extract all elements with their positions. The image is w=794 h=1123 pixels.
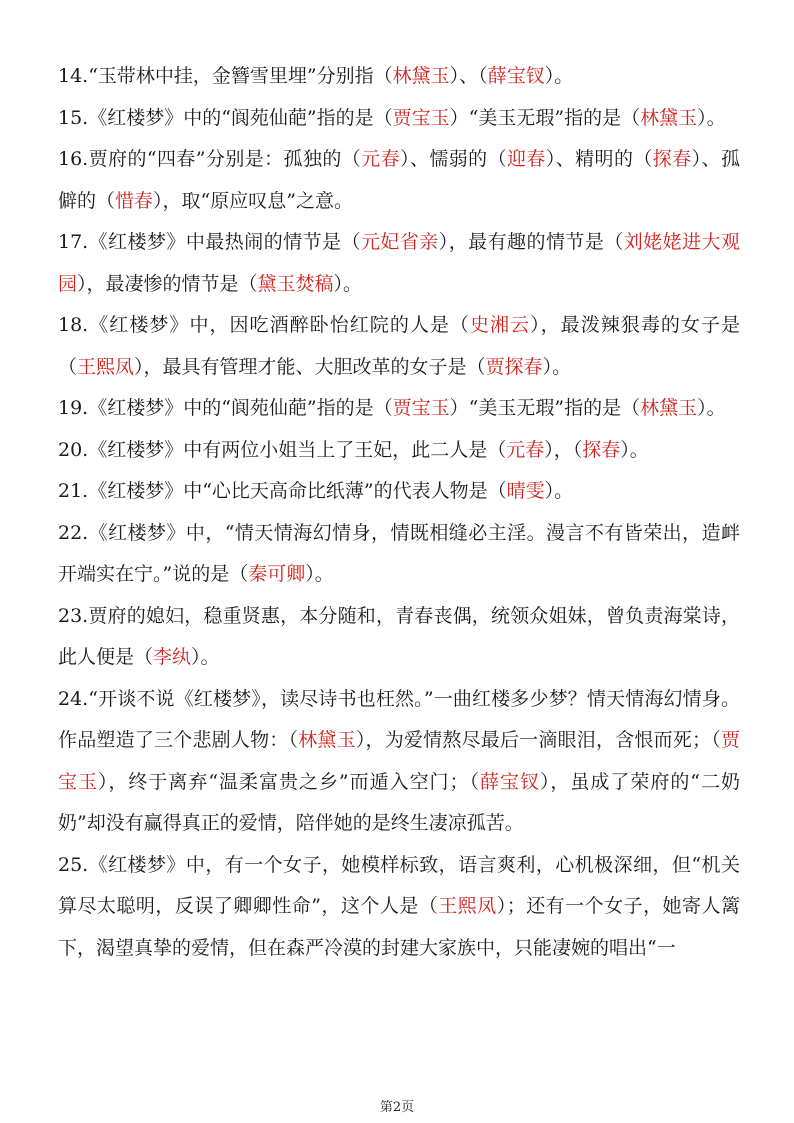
question-text: ）。 bbox=[620, 438, 649, 461]
answer-text: 薛宝钗 bbox=[487, 65, 545, 87]
question-item bbox=[58, 679, 740, 845]
question-text: 16.贾府的“四春”分别是：孤独的（ bbox=[58, 148, 362, 170]
answer-text: 元春 bbox=[506, 438, 545, 461]
answer-text: 林黛玉 bbox=[640, 106, 698, 129]
answer-text: 探春 bbox=[582, 438, 621, 461]
answer-text: 贾宝玉 bbox=[392, 106, 450, 129]
question-text: ），最凄惨的情节是（ bbox=[77, 272, 258, 295]
question-text: ）。 bbox=[542, 355, 572, 378]
answer-text: 黛玉焚稿 bbox=[257, 272, 334, 295]
question-text: ），取“原应叹息”之意。 bbox=[153, 189, 353, 212]
question-text: ），最具有管理才能、大胆改革的女子是（ bbox=[134, 355, 486, 378]
answer-text: 王熙凤 bbox=[77, 355, 135, 378]
answer-text: 史湘云 bbox=[469, 314, 531, 336]
question-text: ）；还有一个女子，她寄人篱下，渴望真挚的爱情，但在森严冷漠的封建大家族中，只能凄婉的唱出“一 bbox=[58, 895, 740, 959]
question-item bbox=[58, 430, 740, 472]
page-number: 第2页 bbox=[379, 1100, 415, 1115]
question-item bbox=[58, 98, 740, 140]
answer-text: 探春 bbox=[652, 148, 692, 170]
question-text: 19.《红楼梦》中的“阆苑仙葩”指的是（ bbox=[58, 397, 393, 419]
question-text: ）、精明的（ bbox=[545, 148, 653, 170]
answer-text: 林黛玉 bbox=[640, 397, 698, 419]
answer-text: 秦可卿 bbox=[248, 563, 306, 585]
answer-text: 迎春 bbox=[507, 148, 546, 170]
question-text: ）“美玉无瑕”指的是（ bbox=[449, 397, 641, 419]
question-text: ），为爱情熬尽最后一滴眼泪，含恨而死；（ bbox=[355, 729, 721, 751]
question-text: ）、（ bbox=[449, 65, 488, 87]
question-item bbox=[58, 305, 740, 388]
answer-text: 贾宝玉 bbox=[392, 397, 450, 419]
answer-text: 李纨 bbox=[153, 646, 192, 668]
question-text: ）。 bbox=[544, 65, 574, 87]
question-text: ）。 bbox=[697, 397, 726, 419]
answer-text: 惜春 bbox=[115, 189, 154, 212]
answer-text: 元春 bbox=[361, 148, 401, 170]
question-text: ）。 bbox=[333, 272, 363, 295]
question-text: ），终于离弃“温柔富贵之乡”而遁入空门；（ bbox=[97, 770, 480, 793]
question-text: 18.《红楼梦》中，因吃酒醉卧怡红院的人是（ bbox=[58, 314, 470, 336]
question-text: 23.贾府的媳妇，稳重贤惠，本分随和，青春丧偶，统领众姐妹，曾负责海棠诗，此人便是（ bbox=[58, 604, 740, 668]
question-text: 15.《红楼梦》中的“阆苑仙葩”指的是（ bbox=[58, 106, 393, 129]
question-text: ）。 bbox=[191, 646, 220, 668]
answer-text: 王熙凤 bbox=[438, 895, 497, 917]
question-item bbox=[58, 513, 740, 596]
question-text: 14.“玉带林中挂，金簪雪里埋”分别指（ bbox=[58, 65, 393, 87]
answer-text: 林黛玉 bbox=[392, 65, 450, 87]
answer-text: 林黛玉 bbox=[298, 729, 356, 751]
question-item bbox=[58, 222, 740, 305]
answer-text: 元妃省亲 bbox=[360, 231, 439, 253]
question-item bbox=[58, 596, 740, 679]
question-text: ），（ bbox=[544, 438, 583, 461]
question-text: ）、孤僻的（ bbox=[58, 148, 740, 212]
answer-text: 晴雯 bbox=[506, 480, 545, 502]
question-text: ），虽成了荣府的“二奶奶”却没有赢得真正的爱情，陪伴她的是终生凄凉孤苦。 bbox=[58, 770, 740, 834]
question-item bbox=[58, 56, 740, 98]
question-text: 22.《红楼梦》中，“情天情海幻情身，情既相缝必主淫。漫言不有皆荣出，造衅开端实在宁。”说的是（ bbox=[58, 521, 740, 585]
question-text: ）。 bbox=[305, 563, 334, 585]
question-text: ）。 bbox=[697, 106, 726, 129]
answer-text: 贾探春 bbox=[485, 355, 543, 378]
question-text: 21.《红楼梦》中“心比天高命比纸薄”的代表人物是（ bbox=[58, 480, 507, 502]
question-text: 25.《红楼梦》中，有一个女子，她模样标致，语言爽利，心机极深细，但“机关算尽太聪明，反误了卿卿性命”，这个人是（ bbox=[58, 853, 740, 917]
answer-text: 刘姥姥进大观园 bbox=[58, 231, 740, 295]
question-text: 17.《红楼梦》中最热闹的情节是（ bbox=[58, 231, 361, 253]
question-text: ）、懦弱的（ bbox=[400, 148, 507, 170]
question-text: ）。 bbox=[544, 480, 574, 502]
question-text: ）“美玉无瑕”指的是（ bbox=[449, 106, 641, 129]
question-text: ），最有趣的情节是（ bbox=[438, 231, 624, 253]
answer-text: 贾宝玉 bbox=[58, 729, 740, 793]
question-item bbox=[58, 845, 740, 970]
question-text: 24.“开谈不说《红楼梦》，读尽诗书也枉然。”一曲红楼多少梦？情天情海幻情身。作品塑造了三个悲剧人物：（ bbox=[58, 687, 740, 751]
question-text: 20.《红楼梦》中有两位小姐当上了王妃，此二人是（ bbox=[58, 438, 507, 461]
question-text: ），最泼辣狠毒的女子是（ bbox=[58, 314, 740, 378]
page-content bbox=[58, 56, 740, 969]
question-item bbox=[58, 471, 740, 513]
question-item bbox=[58, 139, 740, 222]
question-item bbox=[58, 388, 740, 430]
answer-text: 薛宝钗 bbox=[480, 770, 540, 793]
